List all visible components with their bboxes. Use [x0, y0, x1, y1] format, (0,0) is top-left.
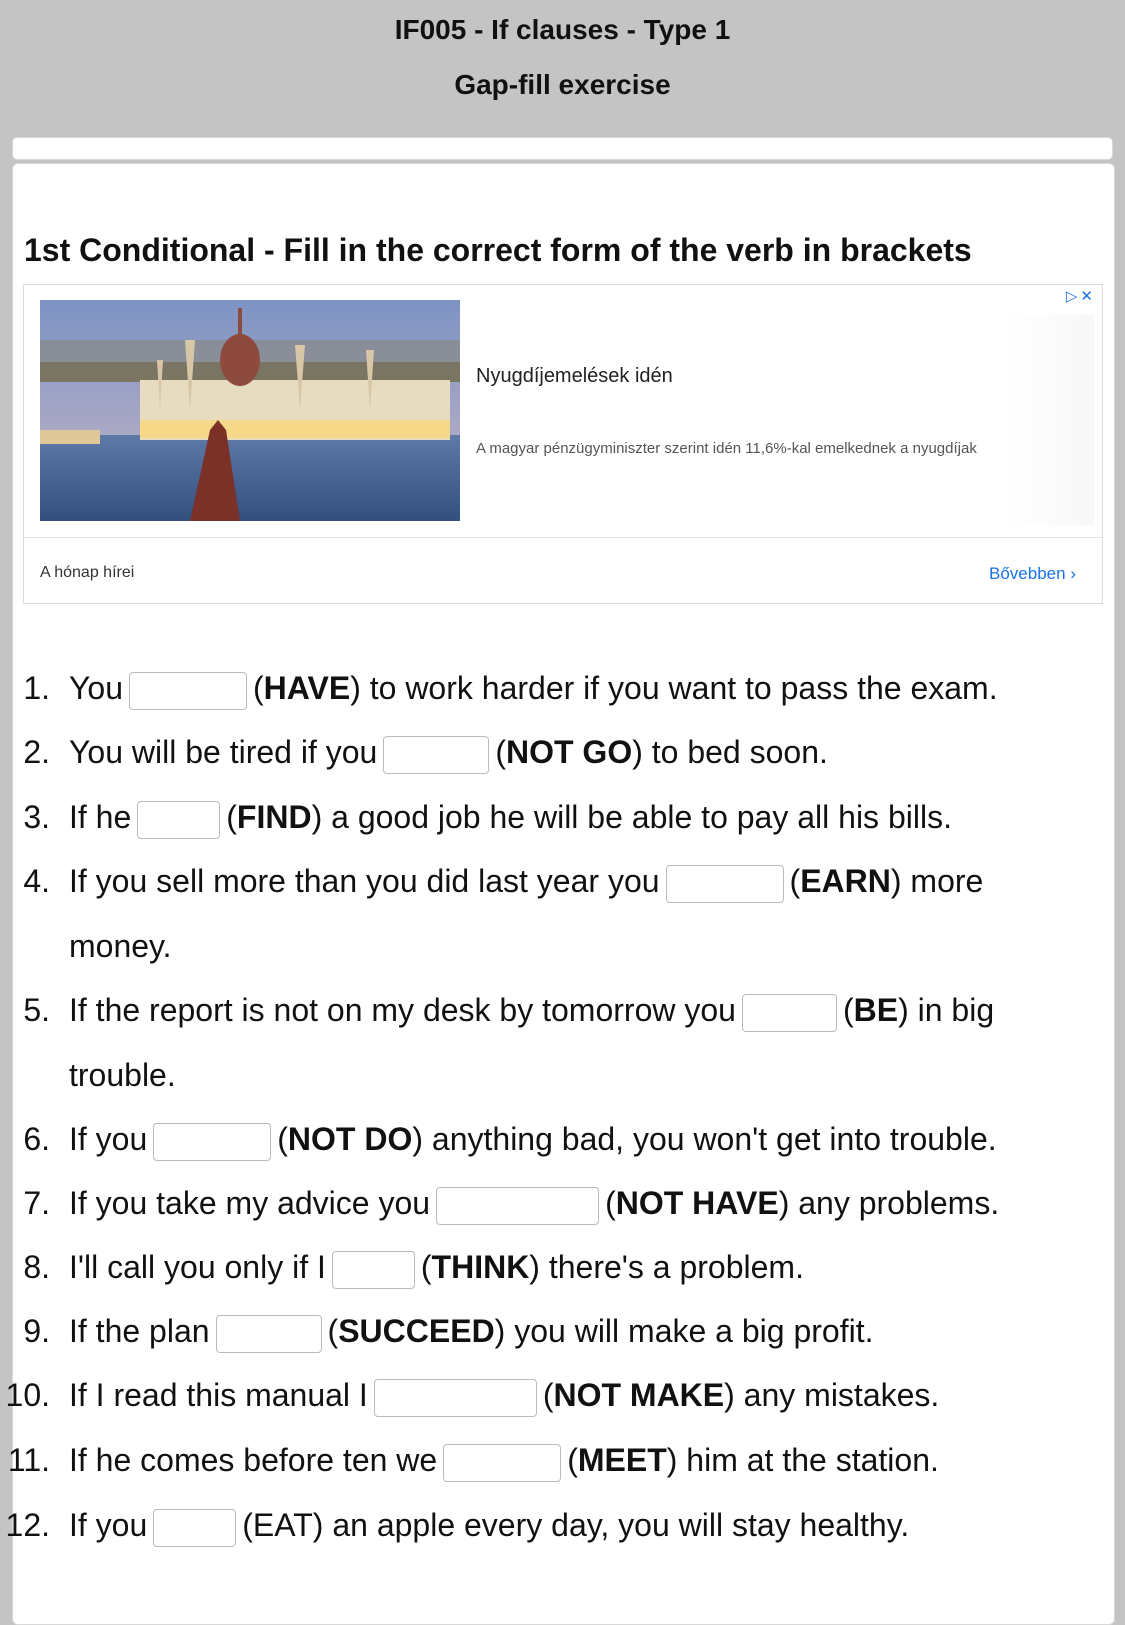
question-number: 6.: [23, 1121, 50, 1157]
question-number: 3.: [23, 799, 50, 835]
answer-input[interactable]: [666, 865, 784, 903]
question-number: 5.: [23, 992, 50, 1028]
page-subtitle: Gap-fill exercise: [454, 69, 671, 100]
question-text: If the report is not on my desk by tomorrow you: [69, 992, 736, 1028]
verb-hint: EARN: [800, 863, 891, 899]
question-number: 2.: [23, 734, 50, 770]
ad-source: A hónap hírei: [40, 564, 135, 581]
answer-input[interactable]: [153, 1509, 236, 1547]
question-text: If he: [69, 799, 132, 835]
question-text: more: [910, 863, 984, 899]
answer-input[interactable]: [216, 1315, 322, 1353]
question-text: If he comes before ten we: [69, 1442, 438, 1478]
question-text: any mistakes.: [743, 1377, 940, 1413]
page-title: IF005 - If clauses - Type 1: [394, 14, 731, 45]
answer-input[interactable]: [374, 1379, 537, 1417]
verb-hint: NOT GO: [505, 734, 633, 770]
ad-fade: [1004, 315, 1094, 525]
question-number: 4.: [23, 863, 50, 899]
verb-hint: HAVE: [263, 670, 351, 706]
question-number: 12.: [5, 1507, 50, 1543]
question-text: anything bad, you won't get into trouble.: [431, 1121, 997, 1157]
question-text: If you take my advice you: [69, 1185, 431, 1221]
question-text: If you: [69, 1121, 148, 1157]
answer-input[interactable]: [742, 994, 837, 1032]
ad-image[interactable]: [40, 300, 460, 521]
verb-hint: SUCCEED: [338, 1313, 495, 1349]
verb-hint: MEET: [577, 1442, 667, 1478]
ad-title[interactable]: Nyugdíjemelések idén: [476, 365, 673, 387]
question-text: any problems.: [798, 1185, 1000, 1221]
question-text: If the plan: [69, 1313, 210, 1349]
top-bar: [12, 137, 1113, 160]
question-text: in big: [917, 992, 995, 1028]
question-number: 10.: [5, 1377, 50, 1413]
question-text: If I read this manual I: [69, 1377, 368, 1413]
question-text: a good job he will be able to pay all his bills.: [331, 799, 952, 835]
question-text: to work harder if you want to pass the exam.: [369, 670, 998, 706]
question-number: 8.: [23, 1249, 50, 1285]
chevron-right-icon: ›: [1070, 564, 1076, 583]
question-text: You will be tired if you: [69, 734, 378, 770]
question-text: You: [69, 670, 123, 706]
ad-banner[interactable]: [23, 284, 1103, 604]
verb-hint: NOT DO: [287, 1121, 413, 1157]
question-text: him at the station.: [686, 1442, 939, 1478]
answer-input[interactable]: [443, 1444, 561, 1482]
exercise-heading: 1st Conditional - Fill in the correct form of the verb in brackets: [24, 232, 972, 268]
answer-input[interactable]: [129, 672, 247, 710]
question-number: 1.: [23, 670, 50, 706]
question-text: to bed soon.: [651, 734, 828, 770]
verb-hint: NOT HAVE: [615, 1185, 779, 1221]
ad-description: A magyar pénzügyminiszter szerint idén 11,6%-kal emelkednek a nyugdíjak: [476, 440, 977, 457]
answer-input[interactable]: [332, 1251, 415, 1289]
question-text: an apple every day, you will stay healthy.: [332, 1507, 910, 1543]
question-number: 7.: [23, 1185, 50, 1221]
verb-hint: EAT: [252, 1507, 313, 1543]
question-text: you will make a big profit.: [514, 1313, 874, 1349]
answer-input[interactable]: [383, 736, 489, 774]
ad-choices-icon[interactable]: ▷✕: [1065, 288, 1096, 305]
question-text: If you: [69, 1507, 148, 1543]
question-5-continuation: trouble.: [69, 1057, 176, 1093]
question-text: there's a problem.: [548, 1249, 804, 1285]
answer-input[interactable]: [137, 801, 220, 839]
verb-hint: NOT MAKE: [553, 1377, 725, 1413]
ad-more-link[interactable]: [989, 564, 1076, 584]
ad-more-label[interactable]: Bővebben: [989, 564, 1066, 583]
verb-hint: THINK: [431, 1249, 530, 1285]
answer-input[interactable]: [436, 1187, 599, 1225]
answer-input[interactable]: [153, 1123, 271, 1161]
question-text: I'll call you only if I: [69, 1249, 326, 1285]
question-number: 11.: [7, 1442, 50, 1478]
verb-hint: FIND: [236, 799, 312, 835]
verb-hint: BE: [853, 992, 899, 1028]
question-4-continuation: money.: [69, 928, 172, 964]
question-number: 9.: [23, 1313, 50, 1349]
question-text: If you sell more than you did last year you: [69, 863, 660, 899]
ad-divider: [24, 537, 1102, 538]
